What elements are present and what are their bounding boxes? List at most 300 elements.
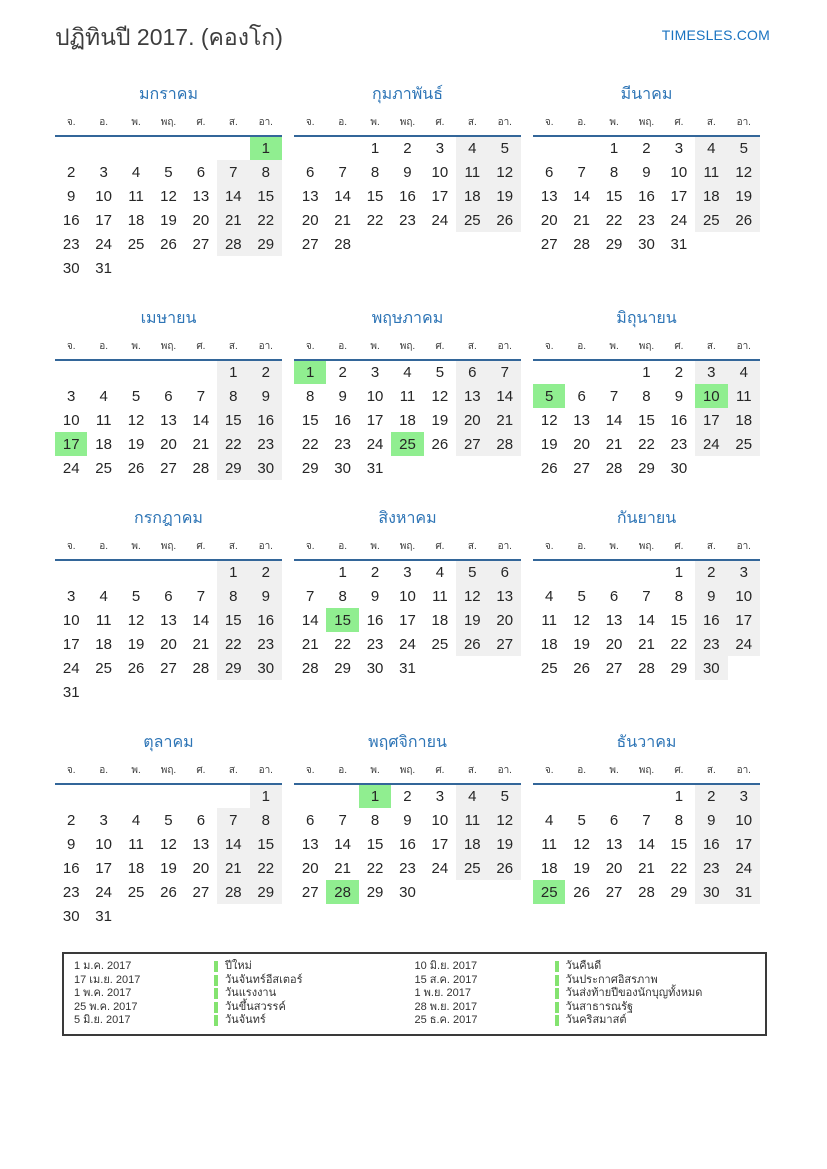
month-block [294,506,521,680]
weekday-label: พ. [609,117,619,128]
day-cell: 5 [577,587,586,605]
month-title: พฤศจิกายน [368,734,447,751]
day-cell [598,560,630,584]
month-title: กุมภาพันธ์ [371,86,443,103]
day-cell: 4 [456,136,488,160]
day-cell [120,904,152,928]
day-cell: 14 [334,187,351,205]
day-cell: 15 [605,187,623,205]
day-cell: 8 [338,587,347,605]
weekday-label: พฤ. [638,341,655,352]
legend-date: 1 ม.ค. 2017 [74,960,132,972]
day-cell: 19 [489,832,521,856]
day-cell: 8 [217,584,249,608]
weekday-label: ศ. [674,117,684,128]
day-cell: 10 [431,811,449,829]
legend-holiday-name: วันจันทร์อีสเตอร์ [225,973,303,986]
day-cell: 21 [638,859,655,877]
day-cell: 3 [695,360,727,384]
day-cell: 1 [294,360,326,384]
day-cell: 11 [128,835,144,853]
day-cell: 19 [160,211,177,229]
day-cell: 11 [128,187,144,205]
months-grid [55,82,772,928]
day-cell: 24 [366,435,384,453]
weekday-label: อา. [497,765,512,776]
site-link[interactable]: TIMESLES.COM [661,27,770,43]
day-cell: 2 [403,788,412,805]
day-cell: 6 [456,360,488,384]
day-cell: 30 [250,456,282,480]
day-cell: 23 [399,211,416,229]
day-cell: 20 [160,435,177,453]
day-cell: 11 [541,611,557,629]
day-cell: 29 [670,659,688,677]
legend-date: 25 ธ.ค. 2017 [414,1014,478,1026]
weekday-label: พ. [609,541,619,552]
day-cell: 13 [301,835,319,853]
day-cell: 9 [403,163,412,181]
day-cell: 6 [489,560,521,584]
weekday-label: ส. [706,765,716,776]
day-cell: 24 [62,459,80,477]
day-cell [217,904,249,928]
weekday-label: ศ. [196,541,206,552]
day-cell: 30 [399,883,416,901]
day-cell: 12 [127,611,145,629]
legend-entry [415,1014,756,1028]
day-cell: 26 [573,883,590,901]
day-cell: 1 [359,784,391,808]
day-cell: 28 [192,659,210,677]
day-cell: 5 [577,811,586,829]
day-cell [87,784,119,808]
day-cell [533,136,565,160]
day-cell [152,560,184,584]
weekday-label: ส. [706,541,716,552]
day-cell: 19 [456,608,488,632]
day-cell: 3 [435,788,445,805]
day-cell: 19 [540,435,558,453]
day-cell: 25 [728,432,760,456]
day-cell: 13 [192,835,210,853]
holiday-marker-icon [555,1002,559,1013]
weekday-label: อา. [258,541,273,552]
day-cell: 12 [127,411,145,429]
day-cell: 13 [573,411,590,429]
day-cell: 22 [334,635,351,653]
weekday-label: อ. [338,765,348,776]
day-cell: 31 [95,907,112,925]
day-cell: 8 [250,160,282,184]
day-cell: 1 [250,136,282,160]
day-cell: 11 [728,384,760,408]
day-cell [456,232,488,256]
weekday-label: พ. [609,765,619,776]
legend-holiday-name: วันส่งท้ายปีของนักบุญทั้งหมด [565,987,703,999]
legend-date: 1 พ.ค. 2017 [74,987,132,999]
weekday-label: อ. [99,765,109,776]
day-cell: 19 [431,411,449,429]
weekday-label: อ. [99,117,109,128]
day-cell: 6 [196,811,206,829]
day-cell: 7 [642,811,651,829]
day-cell: 16 [62,859,80,877]
day-cell: 28 [217,232,249,256]
day-cell: 8 [370,163,380,181]
weekday-label: พฤ. [160,765,177,776]
day-cell: 12 [540,411,558,429]
day-cell: 31 [62,683,80,701]
day-cell [424,232,456,256]
day-cell: 20 [301,859,319,877]
day-cell: 16 [366,611,384,629]
day-cell: 11 [695,160,727,184]
day-cell: 4 [545,811,554,829]
day-cell: 18 [127,859,145,877]
weekday-label: ศ. [435,541,445,552]
day-cell: 19 [127,435,145,453]
day-cell: 24 [62,659,80,677]
day-cell: 17 [431,835,449,853]
day-cell: 19 [160,859,177,877]
month-title: ธันวาคม [616,734,677,751]
weekday-label: ศ. [674,341,684,352]
day-cell: 31 [366,459,384,477]
day-cell: 6 [545,163,554,181]
weekday-label: พ. [609,341,619,352]
day-cell [294,560,326,584]
day-cell: 3 [370,364,380,381]
day-cell: 6 [609,587,619,605]
day-cell: 19 [127,635,145,653]
day-cell: 23 [695,632,727,656]
day-cell: 16 [399,835,416,853]
legend-entry [415,974,756,988]
day-cell [55,784,87,808]
legend-holiday-name: วันคืนดี [565,960,602,972]
day-cell: 26 [160,235,177,253]
day-cell: 16 [62,211,80,229]
day-cell: 29 [250,232,282,256]
day-cell: 28 [573,235,590,253]
legend-date: 15 ส.ค. 2017 [414,973,478,986]
day-cell: 31 [95,259,112,277]
day-cell: 8 [674,811,684,829]
day-cell: 9 [67,835,76,853]
day-cell: 21 [638,635,655,653]
day-cell: 17 [670,187,688,205]
weekday-label: ศ. [435,765,445,776]
day-cell: 9 [642,163,651,181]
day-cell: 14 [489,384,521,408]
day-cell: 21 [334,211,351,229]
day-cell: 4 [131,163,141,181]
day-cell: 24 [670,211,688,229]
day-cell: 29 [217,656,249,680]
month-block [55,306,282,480]
weekday-label: อ. [577,117,587,128]
page-title: ปฏิทินปี 2017. (คองโก) [55,24,283,50]
day-cell: 25 [540,659,558,677]
month-table [294,115,521,256]
day-cell: 26 [540,459,558,477]
weekday-label: พฤ. [399,765,416,776]
day-cell: 7 [489,360,521,384]
day-cell: 30 [250,656,282,680]
month-block [55,730,282,928]
weekday-label: พ. [370,541,380,552]
day-cell: 12 [160,187,177,205]
day-cell: 17 [431,187,449,205]
day-cell: 11 [456,160,488,184]
weekday-label: อา. [497,341,512,352]
day-cell [217,256,249,280]
day-cell: 5 [489,784,521,808]
day-cell [185,680,217,704]
day-cell: 30 [366,659,384,677]
day-cell: 15 [301,411,319,429]
day-cell: 16 [695,608,727,632]
holiday-marker-icon [214,975,218,986]
month-table [294,339,521,480]
day-cell: 15 [217,608,249,632]
day-cell: 18 [95,435,112,453]
day-cell: 10 [728,584,760,608]
day-cell [391,456,423,480]
legend-entry [415,987,756,1001]
day-cell: 7 [306,587,315,605]
day-cell: 8 [674,587,684,605]
day-cell: 27 [301,883,319,901]
day-cell: 1 [217,360,249,384]
day-cell: 20 [192,859,210,877]
day-cell: 23 [670,435,688,453]
day-cell: 10 [366,387,384,405]
legend-date: 17 เม.ย. 2017 [74,973,141,986]
day-cell: 24 [95,235,112,253]
day-cell: 20 [605,859,623,877]
day-cell: 25 [456,208,488,232]
day-cell: 29 [250,880,282,904]
day-cell: 24 [695,432,727,456]
day-cell: 23 [366,635,384,653]
weekday-label: จ. [305,341,315,352]
day-cell: 24 [728,632,760,656]
day-cell: 18 [540,859,558,877]
day-cell: 16 [250,608,282,632]
day-cell [87,680,119,704]
day-cell [424,656,456,680]
day-cell: 25 [95,659,112,677]
weekday-label: อ. [338,341,348,352]
day-cell: 18 [695,184,727,208]
legend-entry [74,987,415,1001]
weekday-label: อ. [338,117,348,128]
day-cell [55,560,87,584]
month-title: มิถุนายน [616,310,677,327]
day-cell: 20 [192,211,210,229]
day-cell: 15 [366,187,384,205]
day-cell: 13 [540,187,558,205]
weekday-label: พฤ. [399,341,416,352]
day-cell: 15 [670,835,688,853]
weekday-label: ศ. [674,765,684,776]
day-cell: 7 [196,587,206,605]
month-title: มกราคม [138,86,199,103]
day-cell [185,256,217,280]
day-cell: 13 [160,611,177,629]
day-cell: 23 [250,632,282,656]
day-cell: 18 [127,211,145,229]
weekday-label: อ. [577,341,587,352]
day-cell [152,784,184,808]
day-cell: 9 [250,584,282,608]
month-title: กันยายน [616,510,677,527]
day-cell [456,456,488,480]
weekday-label: พฤ. [160,541,177,552]
day-cell: 2 [338,364,347,381]
legend-entry [74,1001,415,1015]
weekday-label: อ. [99,341,109,352]
day-cell: 13 [192,187,210,205]
day-cell: 22 [250,856,282,880]
day-cell: 29 [638,459,655,477]
day-cell: 11 [399,387,416,405]
day-cell: 21 [605,435,623,453]
day-cell: 6 [306,163,315,181]
weekday-label: อา. [736,765,751,776]
day-cell: 30 [638,235,655,253]
weekday-label: อา. [736,541,751,552]
day-cell: 15 [250,832,282,856]
day-cell [598,784,630,808]
day-cell [120,136,152,160]
day-cell: 2 [642,140,651,157]
day-cell: 26 [127,659,145,677]
month-block [533,306,760,480]
day-cell: 3 [728,784,760,808]
weekday-label: พฤ. [160,117,177,128]
day-cell: 4 [99,387,108,405]
weekday-label: พ. [131,341,141,352]
day-cell: 1 [674,564,684,581]
day-cell: 25 [431,635,449,653]
day-cell: 11 [95,611,112,629]
month-table [533,763,760,904]
day-cell [152,360,184,384]
day-cell: 29 [670,883,688,901]
day-cell [152,904,184,928]
day-cell: 4 [403,364,412,381]
legend-date: 28 พ.ย. 2017 [414,1000,478,1013]
day-cell: 25 [95,459,112,477]
day-cell: 18 [728,408,760,432]
day-cell [87,560,119,584]
day-cell: 4 [728,360,760,384]
day-cell: 25 [127,235,145,253]
legend-date: 1 พ.ย. 2017 [414,987,472,999]
day-cell: 23 [334,435,351,453]
day-cell: 14 [192,611,210,629]
day-cell: 20 [540,211,558,229]
day-cell: 25 [533,880,565,904]
day-cell: 9 [403,811,412,829]
day-cell [294,136,326,160]
month-block [55,82,282,280]
day-cell: 19 [489,184,521,208]
day-cell: 20 [573,435,590,453]
legend-entry [415,960,756,974]
day-cell [424,456,456,480]
weekday-label: อ. [99,541,109,552]
day-cell: 29 [334,659,351,677]
weekday-label: พ. [131,765,141,776]
day-cell: 22 [670,635,688,653]
day-cell: 16 [638,187,655,205]
day-cell: 5 [435,364,445,381]
day-cell: 17 [728,608,760,632]
day-cell: 24 [431,211,449,229]
day-cell: 21 [334,859,351,877]
day-cell: 22 [638,435,655,453]
holiday-marker-icon [214,1015,218,1026]
day-cell: 2 [67,811,76,829]
day-cell: 26 [160,883,177,901]
day-cell: 2 [695,784,727,808]
day-cell: 26 [127,459,145,477]
holiday-marker-icon [555,1015,559,1026]
weekday-label: พ. [370,341,380,352]
day-cell: 13 [489,584,521,608]
day-cell: 27 [160,459,177,477]
day-cell: 3 [728,560,760,584]
day-cell: 6 [306,811,315,829]
day-cell: 1 [642,364,651,381]
day-cell: 20 [160,635,177,653]
day-cell: 7 [338,163,347,181]
day-cell: 8 [370,811,380,829]
weekday-label: อา. [736,341,751,352]
day-cell [152,136,184,160]
month-title: สิงหาคม [378,510,437,527]
day-cell: 2 [695,560,727,584]
weekday-label: ส. [706,117,716,128]
day-cell [489,232,521,256]
day-cell: 13 [301,187,319,205]
day-cell: 15 [638,411,655,429]
day-cell: 30 [334,459,351,477]
day-cell: 31 [670,235,688,253]
day-cell: 8 [306,387,315,405]
month-table [55,115,282,280]
day-cell: 9 [674,387,684,405]
day-cell: 8 [250,808,282,832]
month-block [294,82,521,256]
day-cell: 12 [431,387,449,405]
legend-entry [74,1014,415,1028]
weekday-label: ส. [467,341,477,352]
day-cell [250,256,282,280]
day-cell: 22 [366,859,384,877]
day-cell: 12 [728,160,760,184]
day-cell: 31 [399,659,416,677]
day-cell: 27 [456,432,488,456]
day-cell: 26 [489,208,521,232]
day-cell [565,136,597,160]
day-cell: 19 [573,635,590,653]
weekday-label: พฤ. [638,541,655,552]
